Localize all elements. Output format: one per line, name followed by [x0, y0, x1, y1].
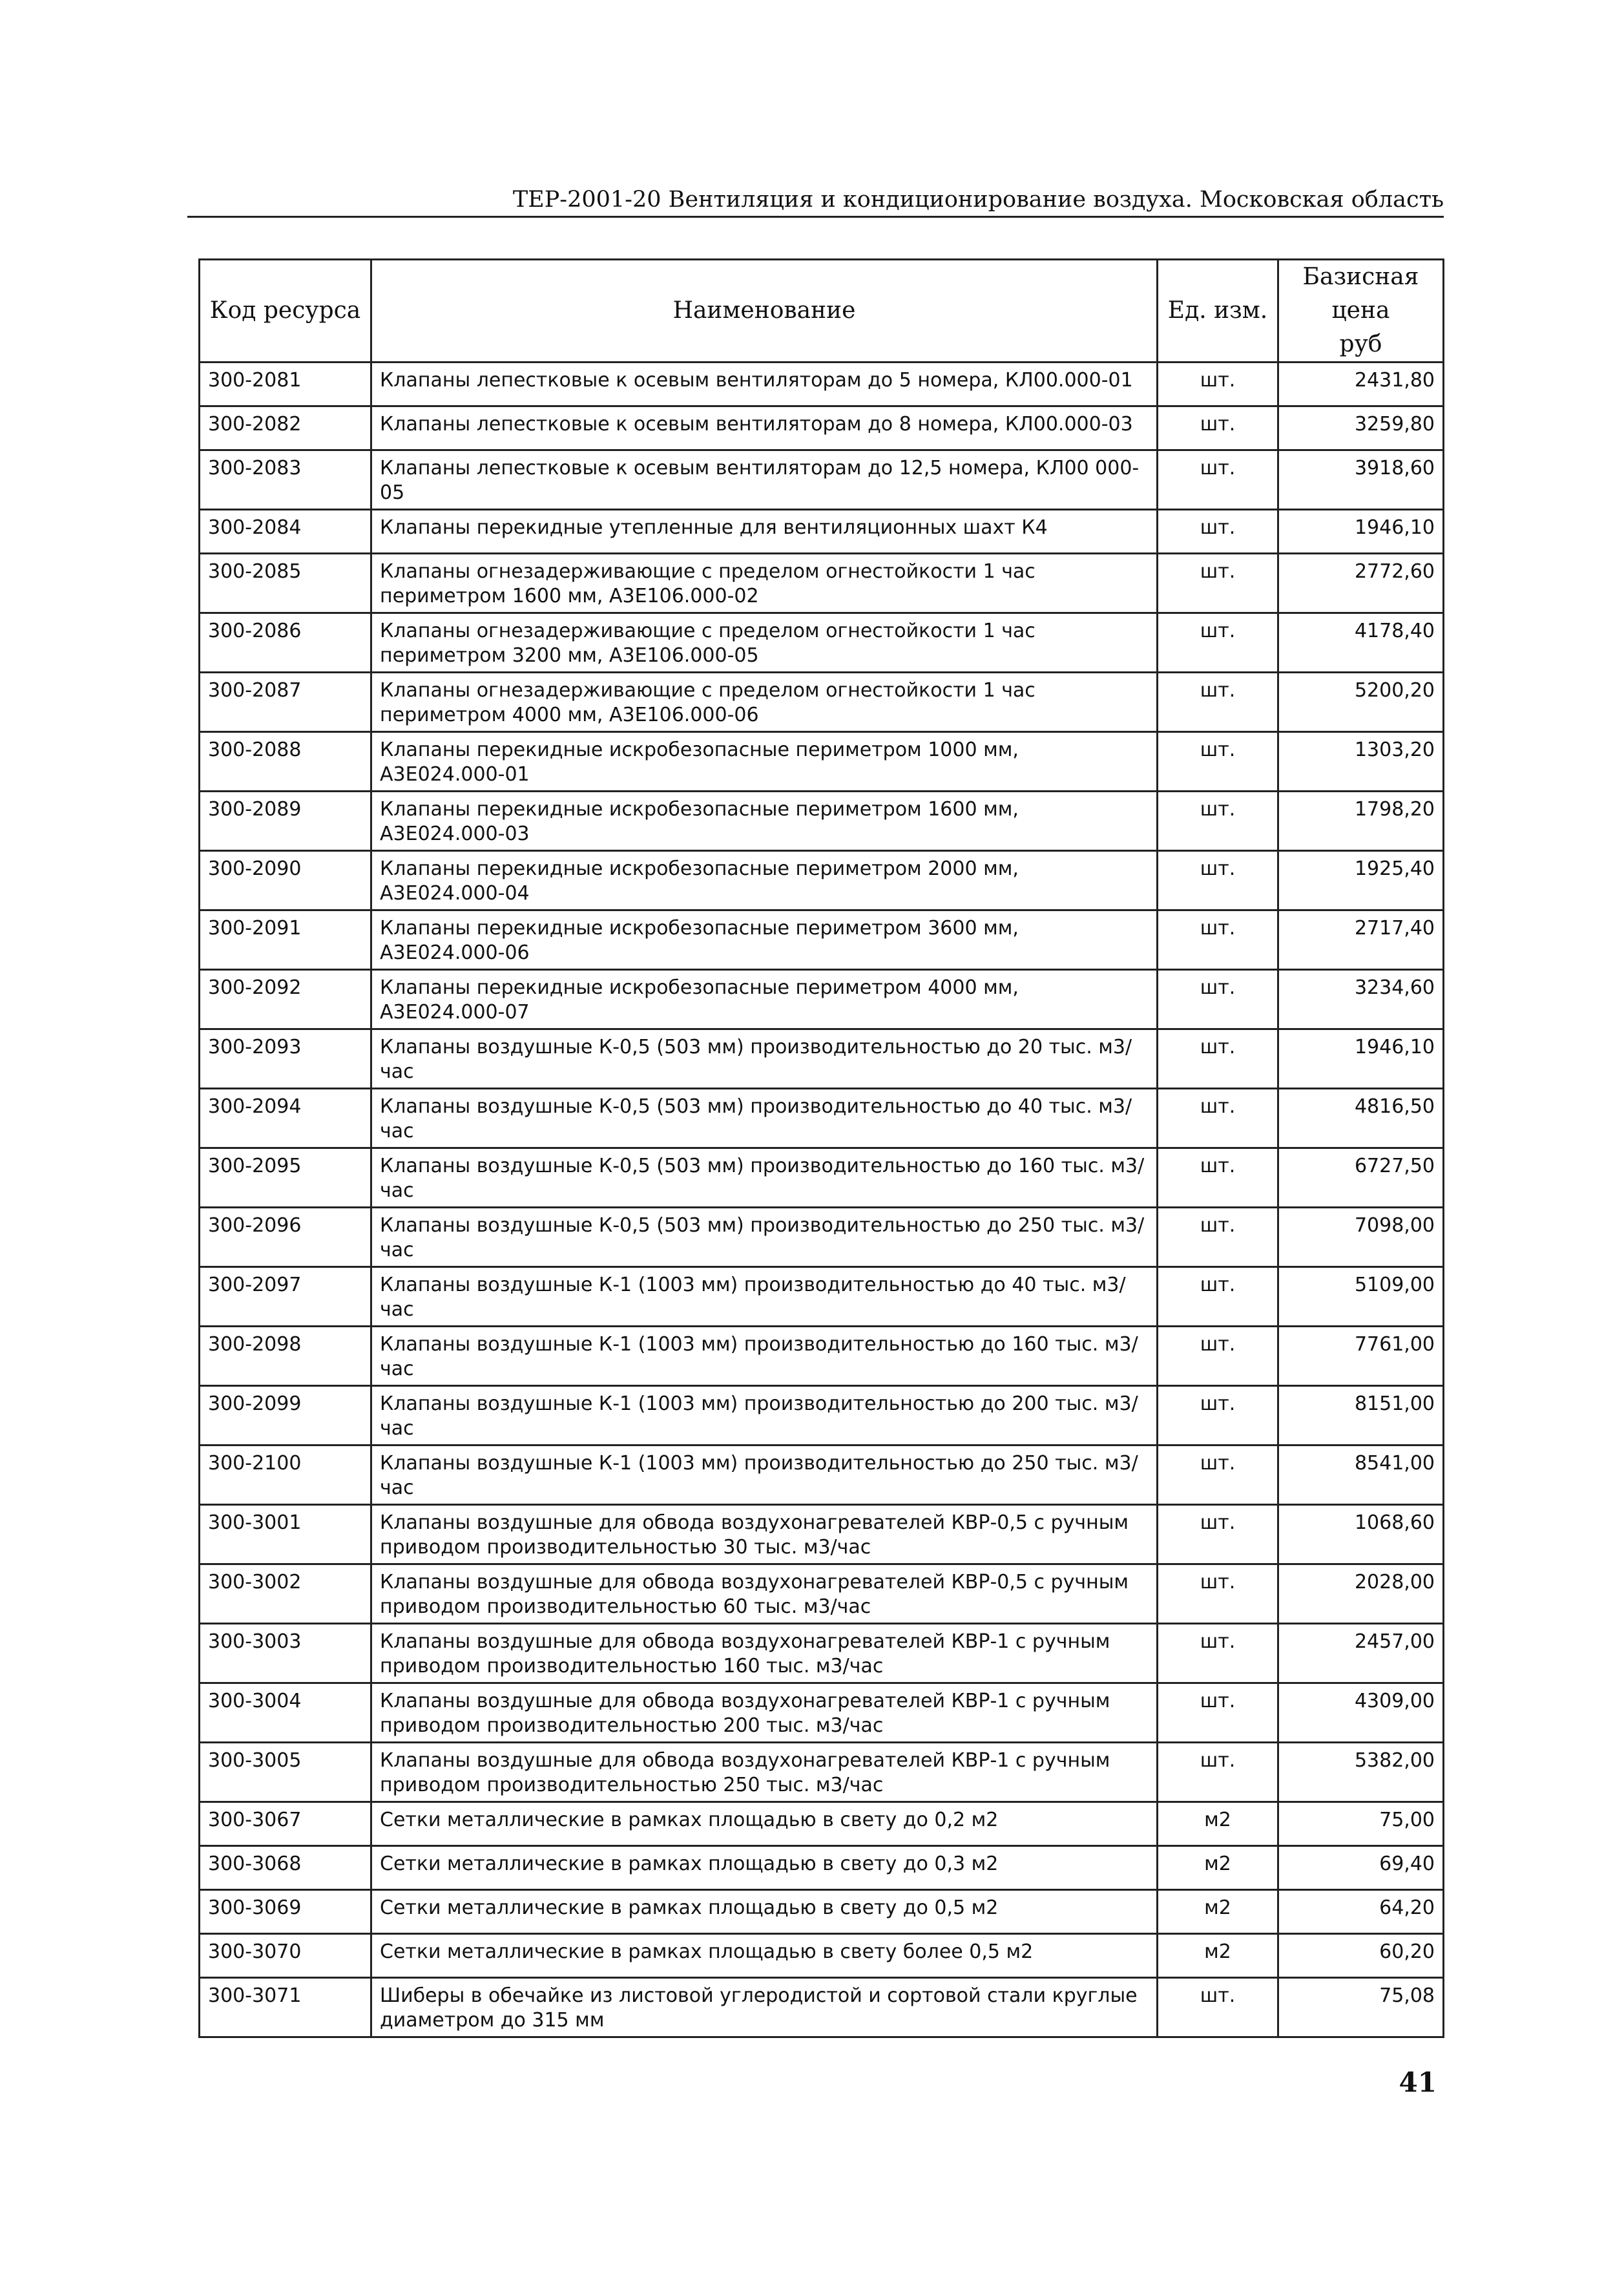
column-header-code: Код ресурса [200, 260, 371, 363]
resource-name: Клапаны воздушные для обвода воздухонагревателей КВР-1 с ручным приводом производительностью 200 тыс. м3/час [371, 1683, 1158, 1743]
price-header-line1: Базисная цена [1302, 264, 1419, 324]
table-row [200, 554, 1444, 613]
table-body [200, 363, 1444, 2037]
resource-code: 300-3004 [200, 1683, 371, 1743]
resource-name: Клапаны огнезадерживающие с пределом огнестойкости 1 час периметром 1600 мм, А3Е106.000-02 [371, 554, 1158, 613]
header-title: ТЕР-2001-20 Вентиляция и кондиционирование воздуха. Московская область [512, 187, 1444, 213]
resource-name: Клапаны воздушные для обвода воздухонагревателей КВР-1 с ручным приводом производительностью 160 тыс. м3/час [371, 1624, 1158, 1683]
resource-unit: шт. [1158, 1089, 1278, 1148]
resource-price: 4816,50 [1278, 1089, 1444, 1148]
resource-unit: шт. [1158, 613, 1278, 673]
resource-price: 1925,40 [1278, 851, 1444, 910]
resource-price: 4178,40 [1278, 613, 1444, 673]
resource-price: 75,00 [1278, 1802, 1444, 1846]
resource-name: Клапаны воздушные К-0,5 (503 мм) производительностью до 20 тыс. м3/час [371, 1029, 1158, 1089]
resource-code: 300-2089 [200, 792, 371, 851]
resource-price: 1946,10 [1278, 1029, 1444, 1089]
resource-code: 300-2097 [200, 1267, 371, 1327]
resource-code: 300-2084 [200, 510, 371, 554]
resource-name: Клапаны воздушные для обвода воздухонагревателей КВР-0,5 с ручным приводом производительностью 60 тыс. м3/час [371, 1564, 1158, 1624]
resource-name: Клапаны перекидные искробезопасные периметром 1000 мм, А3Е024.000-01 [371, 732, 1158, 792]
table-row [200, 1743, 1444, 1802]
resource-price: 8151,00 [1278, 1386, 1444, 1445]
table-row [200, 1802, 1444, 1846]
column-header-name: Наименование [371, 260, 1158, 363]
resource-code: 300-2096 [200, 1208, 371, 1267]
resource-code: 300-2094 [200, 1089, 371, 1148]
resource-code: 300-3003 [200, 1624, 371, 1683]
table-row [200, 1890, 1444, 1934]
resource-code: 300-2085 [200, 554, 371, 613]
resource-name: Сетки металлические в рамках площадью в свету более 0,5 м2 [371, 1934, 1158, 1978]
resource-name: Клапаны воздушные К-0,5 (503 мм) производительностью до 160 тыс. м3/час [371, 1148, 1158, 1208]
resource-code: 300-2082 [200, 406, 371, 450]
resource-unit: шт. [1158, 673, 1278, 732]
table-row [200, 406, 1444, 450]
resource-price: 1303,20 [1278, 732, 1444, 792]
resource-price: 2431,80 [1278, 363, 1444, 406]
resource-unit: шт. [1158, 851, 1278, 910]
resource-unit: шт. [1158, 1029, 1278, 1089]
resource-code: 300-3071 [200, 1978, 371, 2037]
resource-name: Клапаны лепестковые к осевым вентиляторам до 8 номера, КЛ00.000-03 [371, 406, 1158, 450]
resource-name: Сетки металлические в рамках площадью в свету до 0,3 м2 [371, 1846, 1158, 1890]
resource-price: 69,40 [1278, 1846, 1444, 1890]
resource-price: 4309,00 [1278, 1683, 1444, 1743]
resource-code: 300-3067 [200, 1802, 371, 1846]
resource-price: 1946,10 [1278, 510, 1444, 554]
resource-unit: шт. [1158, 1978, 1278, 2037]
resource-code: 300-3002 [200, 1564, 371, 1624]
resource-name: Шиберы в обечайке из листовой углеродистой и сортовой стали круглые диаметром до 315 мм [371, 1978, 1158, 2037]
page-number: 41 [1399, 2066, 1437, 2098]
resource-unit: шт. [1158, 910, 1278, 970]
resource-unit: м2 [1158, 1890, 1278, 1934]
resource-code: 300-3005 [200, 1743, 371, 1802]
resource-name: Клапаны воздушные К-0,5 (503 мм) производительностью до 40 тыс. м3/час [371, 1089, 1158, 1148]
table-row [200, 732, 1444, 792]
table-row [200, 1267, 1444, 1327]
resource-name: Клапаны воздушные для обвода воздухонагревателей КВР-1 с ручным приводом производительностью 250 тыс. м3/час [371, 1743, 1158, 1802]
resource-code: 300-2090 [200, 851, 371, 910]
resource-unit: шт. [1158, 732, 1278, 792]
resource-name: Клапаны воздушные К-1 (1003 мм) производительностью до 160 тыс. м3/час [371, 1327, 1158, 1386]
resource-code: 300-3068 [200, 1846, 371, 1890]
resource-price: 2457,00 [1278, 1624, 1444, 1683]
table-row [200, 792, 1444, 851]
table-row [200, 910, 1444, 970]
resource-code: 300-3069 [200, 1890, 371, 1934]
table-row [200, 1934, 1444, 1978]
resource-price-table [198, 258, 1444, 2038]
resource-unit: шт. [1158, 1208, 1278, 1267]
resource-code: 300-2088 [200, 732, 371, 792]
table-row [200, 1624, 1444, 1683]
resource-price: 3918,60 [1278, 450, 1444, 510]
table-row [200, 1564, 1444, 1624]
resource-price: 8541,00 [1278, 1445, 1444, 1505]
resource-code: 300-2091 [200, 910, 371, 970]
resource-unit: шт. [1158, 1445, 1278, 1505]
resource-unit: шт. [1158, 1148, 1278, 1208]
resource-code: 300-2095 [200, 1148, 371, 1208]
resource-price: 7098,00 [1278, 1208, 1444, 1267]
table-row [200, 363, 1444, 406]
column-header-price [1278, 260, 1444, 363]
resource-unit: шт. [1158, 1386, 1278, 1445]
resource-code: 300-2099 [200, 1386, 371, 1445]
table-header [200, 260, 1444, 363]
table-row [200, 970, 1444, 1029]
column-header-unit: Ед. изм. [1158, 260, 1278, 363]
resource-code: 300-2081 [200, 363, 371, 406]
resource-code: 300-2098 [200, 1327, 371, 1386]
table-row [200, 510, 1444, 554]
resource-unit: шт. [1158, 1743, 1278, 1802]
table-row [200, 1327, 1444, 1386]
resource-name: Клапаны воздушные К-0,5 (503 мм) производительностью до 250 тыс. м3/час [371, 1208, 1158, 1267]
page-header [187, 184, 1444, 218]
resource-price: 75,08 [1278, 1978, 1444, 2037]
resource-code: 300-2086 [200, 613, 371, 673]
table-row [200, 1208, 1444, 1267]
table-row [200, 1683, 1444, 1743]
resource-name: Клапаны лепестковые к осевым вентиляторам до 12,5 номера, КЛ00 000-05 [371, 450, 1158, 510]
table-row [200, 1978, 1444, 2037]
resource-unit: шт. [1158, 450, 1278, 510]
resource-name: Клапаны лепестковые к осевым вентиляторам до 5 номера, КЛ00.000-01 [371, 363, 1158, 406]
table-row [200, 1386, 1444, 1445]
resource-code: 300-2092 [200, 970, 371, 1029]
resource-unit: шт. [1158, 406, 1278, 450]
resource-price: 2717,40 [1278, 910, 1444, 970]
resource-name: Клапаны воздушные К-1 (1003 мм) производительностью до 250 тыс. м3/час [371, 1445, 1158, 1505]
resource-unit: шт. [1158, 554, 1278, 613]
resource-code: 300-3070 [200, 1934, 371, 1978]
resource-name: Сетки металлические в рамках площадью в свету до 0,2 м2 [371, 1802, 1158, 1846]
table-row [200, 450, 1444, 510]
resource-price: 1798,20 [1278, 792, 1444, 851]
table-row [200, 1148, 1444, 1208]
resource-code: 300-2100 [200, 1445, 371, 1505]
resource-name: Клапаны перекидные искробезопасные периметром 2000 мм, А3Е024.000-04 [371, 851, 1158, 910]
resource-price: 3234,60 [1278, 970, 1444, 1029]
resource-code: 300-2093 [200, 1029, 371, 1089]
table-row [200, 613, 1444, 673]
resource-name: Клапаны перекидные искробезопасные периметром 4000 мм, А3Е024.000-07 [371, 970, 1158, 1029]
resource-price: 64,20 [1278, 1890, 1444, 1934]
resource-price: 5382,00 [1278, 1743, 1444, 1802]
resource-name: Клапаны воздушные для обвода воздухонагревателей КВР-0,5 с ручным приводом производительностью 30 тыс. м3/час [371, 1505, 1158, 1564]
resource-price: 5109,00 [1278, 1267, 1444, 1327]
table-row [200, 1846, 1444, 1890]
price-header-line2: руб [1339, 331, 1382, 357]
resource-price: 2772,60 [1278, 554, 1444, 613]
resource-name: Клапаны огнезадерживающие с пределом огнестойкости 1 час периметром 3200 мм, А3Е106.000-05 [371, 613, 1158, 673]
resource-unit: шт. [1158, 1564, 1278, 1624]
resource-name: Клапаны огнезадерживающие с пределом огнестойкости 1 час периметром 4000 мм, А3Е106.000-06 [371, 673, 1158, 732]
resource-name: Клапаны перекидные искробезопасные периметром 1600 мм, А3Е024.000-03 [371, 792, 1158, 851]
table-row [200, 1505, 1444, 1564]
resource-unit: шт. [1158, 1267, 1278, 1327]
resource-unit: шт. [1158, 1327, 1278, 1386]
resource-name: Клапаны воздушные К-1 (1003 мм) производительностью до 200 тыс. м3/час [371, 1386, 1158, 1445]
resource-unit: шт. [1158, 510, 1278, 554]
resource-name: Клапаны воздушные К-1 (1003 мм) производительностью до 40 тыс. м3/час [371, 1267, 1158, 1327]
resource-unit: шт. [1158, 1683, 1278, 1743]
resource-name: Сетки металлические в рамках площадью в свету до 0,5 м2 [371, 1890, 1158, 1934]
resource-code: 300-2087 [200, 673, 371, 732]
resource-price: 60,20 [1278, 1934, 1444, 1978]
table-row [200, 1445, 1444, 1505]
resource-name: Клапаны перекидные искробезопасные периметром 3600 мм, А3Е024.000-06 [371, 910, 1158, 970]
resource-unit: шт. [1158, 792, 1278, 851]
resource-unit: м2 [1158, 1802, 1278, 1846]
table-row [200, 1029, 1444, 1089]
resource-price: 2028,00 [1278, 1564, 1444, 1624]
table-row [200, 1089, 1444, 1148]
resource-name: Клапаны перекидные утепленные для вентиляционных шахт К4 [371, 510, 1158, 554]
resource-unit: шт. [1158, 1624, 1278, 1683]
resource-unit: шт. [1158, 970, 1278, 1029]
resource-unit: шт. [1158, 363, 1278, 406]
resource-code: 300-2083 [200, 450, 371, 510]
resource-code: 300-3001 [200, 1505, 371, 1564]
resource-price: 6727,50 [1278, 1148, 1444, 1208]
resource-price: 3259,80 [1278, 406, 1444, 450]
table-row [200, 851, 1444, 910]
resource-unit: м2 [1158, 1846, 1278, 1890]
resource-price: 5200,20 [1278, 673, 1444, 732]
resource-price: 7761,00 [1278, 1327, 1444, 1386]
table-row [200, 673, 1444, 732]
resource-unit: м2 [1158, 1934, 1278, 1978]
resource-price: 1068,60 [1278, 1505, 1444, 1564]
resource-unit: шт. [1158, 1505, 1278, 1564]
